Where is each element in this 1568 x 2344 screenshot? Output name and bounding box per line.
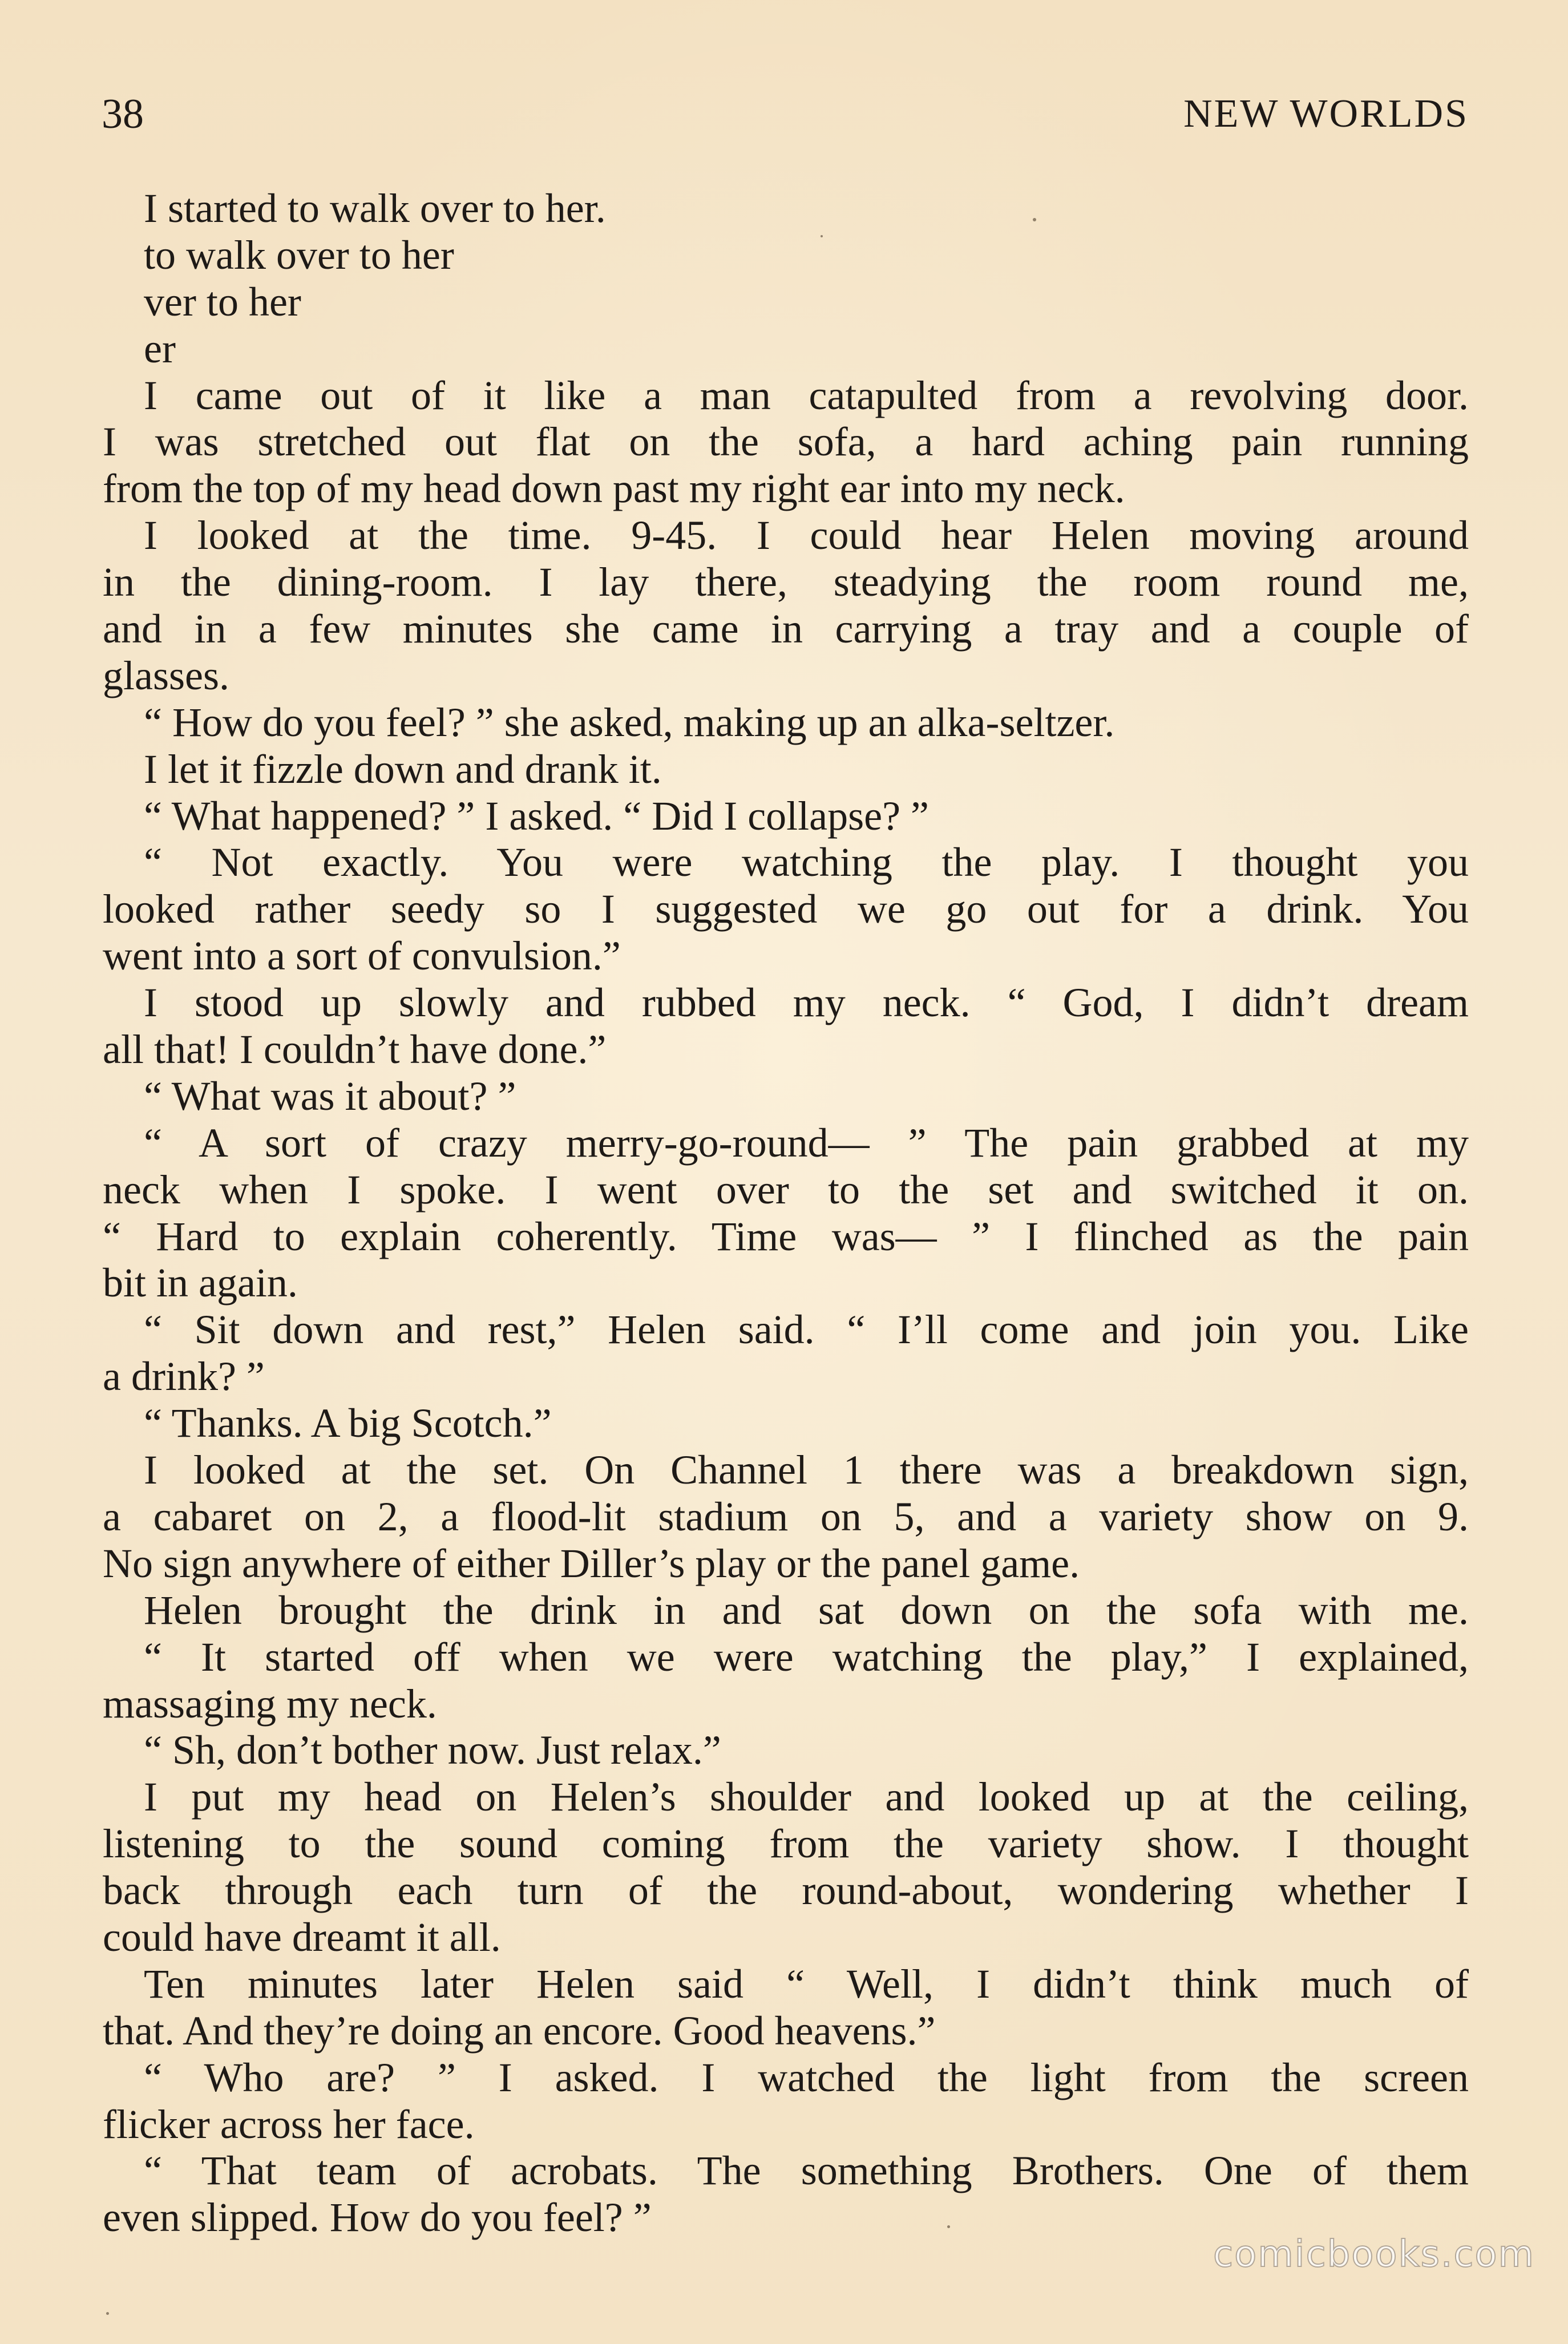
text-line: looked rather seedy so I suggested we go out for a drink. You (103, 886, 1469, 932)
text-line: I was stretched out flat on the sofa, a hard aching pain running (103, 419, 1469, 465)
text-line: that. And they’re doing an encore. Good heavens.” (103, 2007, 936, 2054)
text-line: and in a few minutes she came in carrying a tray and a couple of (103, 606, 1469, 652)
text-line: glasses. (103, 652, 229, 698)
text-line: could have dreamt it all. (103, 1914, 501, 1960)
text-line: went into a sort of convulsion.” (103, 933, 621, 979)
print-speck (106, 2312, 109, 2315)
text-line: “ Who are? ” I asked. I watched the light from the screen (144, 2054, 1469, 2100)
text-line: flicker across her face. (103, 2101, 475, 2147)
text-line: “ Thanks. A big Scotch.” (144, 1400, 552, 1446)
print-speck (1033, 218, 1036, 221)
watermark: comicbooks.com (1213, 2233, 1535, 2276)
running-head: NEW WORLDS (1183, 92, 1469, 136)
text-line: “ Not exactly. You were watching the play. I thought you (144, 839, 1469, 886)
page-number: 38 (102, 91, 144, 138)
text-line: to walk over to her (144, 232, 454, 278)
text-line: I put my head on Helen’s shoulder and looked up at the ceiling, (144, 1774, 1469, 1820)
text-line: all that! I couldn’t have done.” (103, 1026, 607, 1073)
text-line: massaging my neck. (103, 1680, 437, 1727)
text-line: Ten minutes later Helen said “ Well, I didn’t think much of (144, 1961, 1469, 2007)
text-line: neck when I spoke. I went over to the set and switched it on. (103, 1166, 1469, 1213)
text-line: a cabaret on 2, a flood-lit stadium on 5, and a variety show on 9. (103, 1493, 1469, 1539)
text-line: Helen brought the drink in and sat down on the sofa with me. (144, 1587, 1469, 1633)
print-speck (947, 2225, 950, 2228)
text-line: “ What happened? ” I asked. “ Did I collapse? ” (144, 793, 930, 839)
text-line: “ That team of acrobats. The something Brothers. One of them (144, 2148, 1469, 2194)
print-speck (821, 235, 823, 237)
page-header (102, 86, 1469, 143)
text-line: ver to her (144, 278, 301, 325)
text-line: from the top of my head down past my right ear into my neck. (103, 466, 1125, 512)
text-line: a drink? ” (103, 1353, 265, 1400)
text-line: I looked at the set. On Channel 1 there was a breakdown sign, (144, 1447, 1469, 1493)
text-line: “ What was it about? ” (144, 1073, 516, 1119)
text-line: even slipped. How do you feel? ” (103, 2195, 652, 2241)
text-line: “ How do you feel? ” she asked, making up an alka-seltzer. (144, 699, 1115, 745)
text-line: er (144, 325, 176, 371)
text-line: “ A sort of crazy merry-go-round— ” The pain grabbed at my (144, 1120, 1469, 1166)
text-line: “ It started off when we were watching the play,” I explained, (144, 1634, 1469, 1680)
text-line: in the dining-room. I lay there, steadying the room round me, (103, 559, 1469, 605)
text-line: I came out of it like a man catapulted from a revolving door. (144, 372, 1469, 418)
body-text (103, 185, 1469, 2241)
text-line: bit in again. (103, 1260, 298, 1306)
text-line: back through each turn of the round-about, wondering whether I (103, 1868, 1469, 1914)
text-line: I started to walk over to her. (144, 185, 606, 231)
text-line: “ Hard to explain coherently. Time was— ” I flinched as the pain (103, 1213, 1469, 1259)
text-line: “ Sit down and rest,” Helen said. “ I’ll come and join you. Like (144, 1307, 1469, 1353)
text-line: I let it fizzle down and drank it. (144, 746, 662, 792)
text-line: No sign anywhere of either Diller’s play or the panel game. (103, 1540, 1080, 1586)
text-line: “ Sh, don’t bother now. Just relax.” (144, 1727, 721, 1773)
text-line: I looked at the time. 9-45. I could hear Helen moving around (144, 512, 1469, 559)
text-line: I stood up slowly and rubbed my neck. “ God, I didn’t dream (144, 980, 1469, 1026)
text-line: listening to the sound coming from the variety show. I thought (103, 1821, 1469, 1867)
